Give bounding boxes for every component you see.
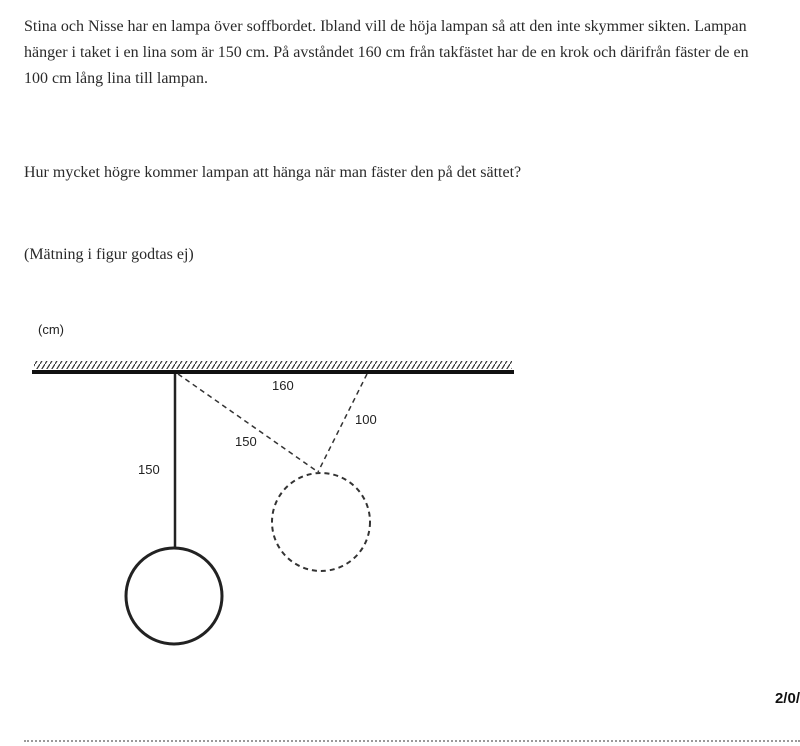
raised-lamp: [272, 473, 370, 571]
page-divider: [24, 740, 800, 742]
unit-label: (cm): [38, 322, 64, 337]
moved-cord: [178, 374, 318, 472]
score-indicator: 2/0/: [774, 690, 800, 707]
label-hook-distance: 160: [272, 378, 294, 393]
ceiling-hatching: [34, 361, 512, 369]
problem-text: Stina och Nisse har en lampa över soffbordet. Ibland vill de höja lampan så att den inte skymmer sikten. Lampan hänger i taket i en lina som är 150 cm. På avståndet 160 cm från takfästet har de en krok och därifrån fäster de en 100 cm lång lina till lampan.: [24, 18, 749, 87]
question-text: Hur mycket högre kommer lampan att hänga när man fäster den på det sättet?: [24, 164, 522, 181]
lamp-figure: [0, 300, 560, 660]
label-moved-line: 150: [235, 434, 257, 449]
label-second-line: 100: [355, 412, 377, 427]
original-lamp: [126, 548, 222, 644]
label-original-line: 150: [138, 462, 160, 477]
measurement-note: (Mätning i figur godtas ej): [24, 246, 194, 263]
